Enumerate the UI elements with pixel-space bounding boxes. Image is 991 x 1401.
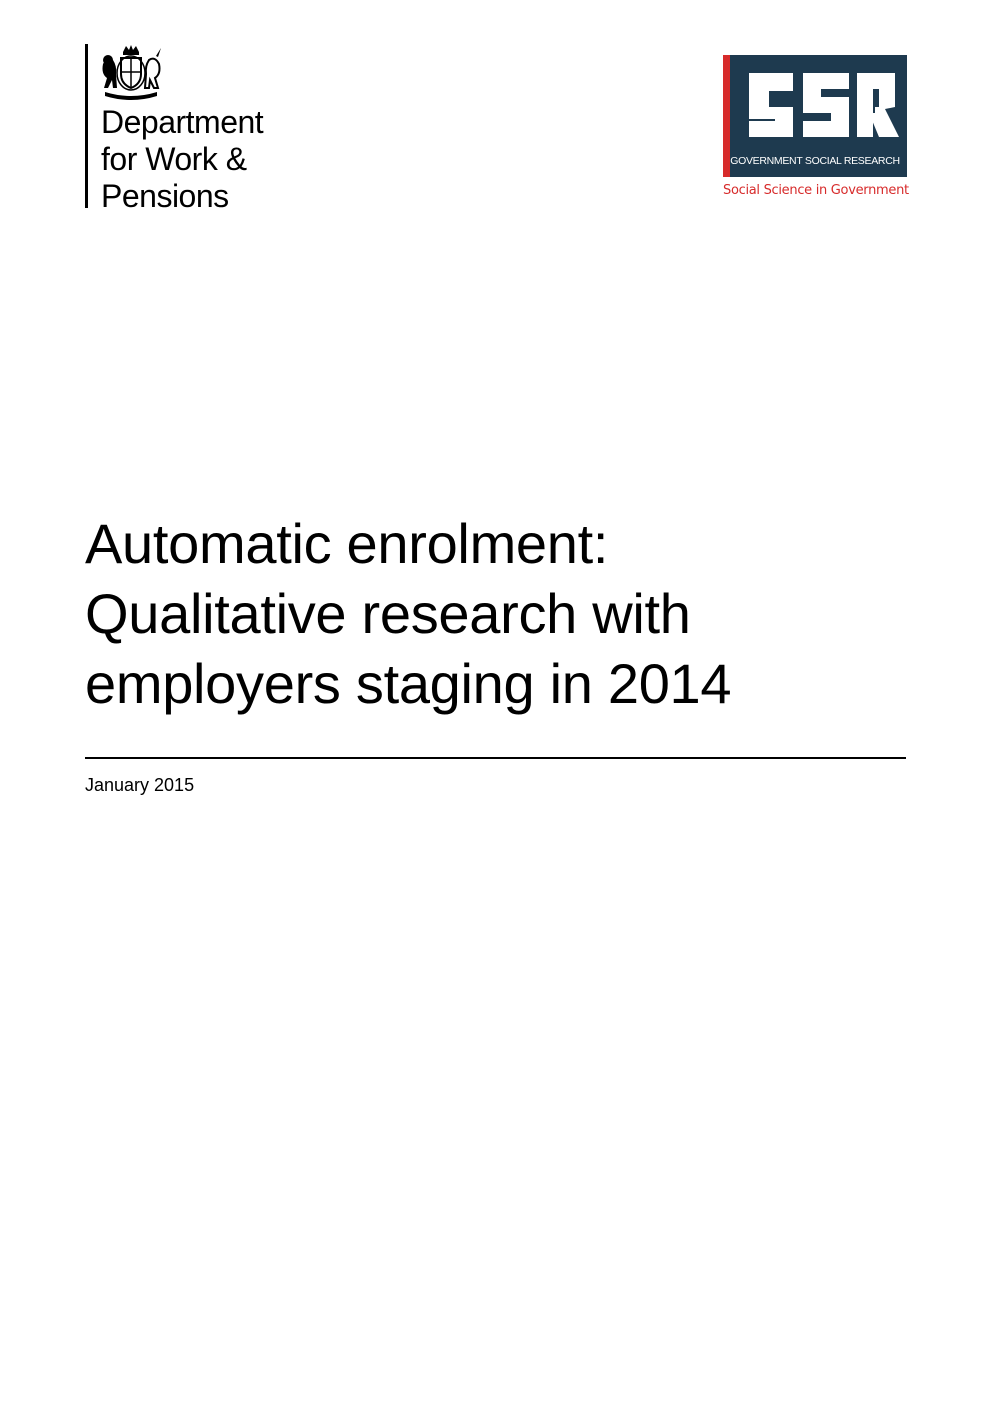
department-name-line: for Work &	[101, 141, 247, 177]
department-name	[101, 104, 263, 215]
logo-divider	[85, 44, 88, 208]
publication-date: January 2015	[85, 775, 195, 795]
title-line: employers staging in 2014	[85, 652, 732, 715]
gsr-logo-box	[723, 55, 907, 177]
dwp-logo	[85, 44, 315, 214]
gsr-tagline: Social Science in Government	[723, 183, 909, 198]
document-title	[85, 509, 905, 719]
title-line: Automatic enrolment:	[85, 512, 609, 575]
gsr-logo	[723, 55, 908, 205]
royal-coat-of-arms-icon	[99, 44, 163, 102]
department-name-line: Pensions	[101, 178, 229, 214]
gsr-subtitle: GOVERNMENT SOCIAL RESEARCH	[730, 155, 900, 167]
department-name-line: Department	[101, 104, 264, 140]
title-line: Qualitative research with	[85, 582, 691, 645]
title-divider	[85, 757, 906, 759]
gsr-wordmark-icon	[745, 63, 901, 147]
